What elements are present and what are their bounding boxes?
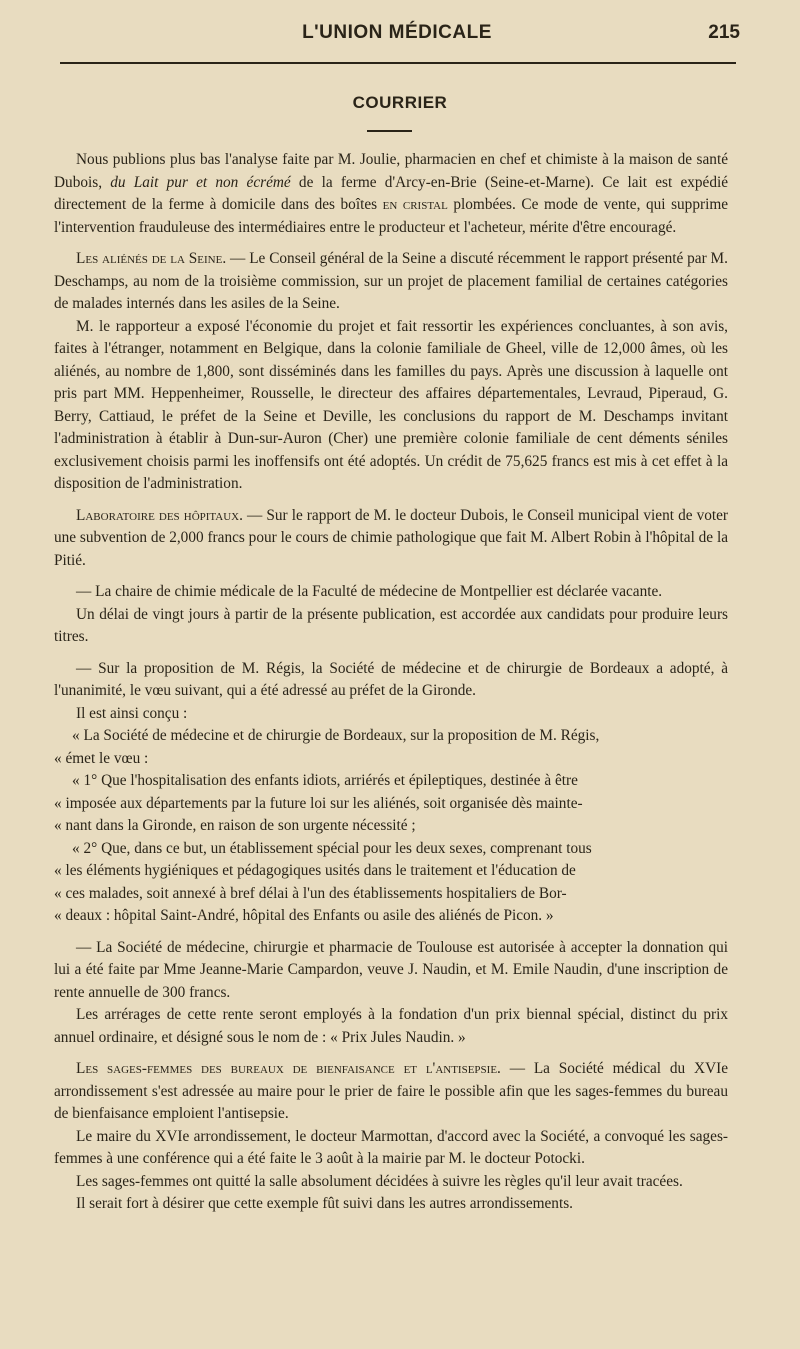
paragraph: M. le rapporteur a exposé l'économie du projet et fait ressortir les expériences concluantes, à son avis, faites à l'étranger, notamment en Belgique, dans la colonie familiale de Gheel, ville de 12,000 âmes, où les aliénés, au nombre de 1,800, sont disséminés dans les familles du pays. Après une discussion à laquelle ont pris part MM. Heppenheimer, Rousselle, le directeur des affaires départementales, Levraud, Piperaud, G. Berry, Cattiaud, le préfet de la Seine et Deville, les conclusions du rapport de M. Deschamps invitant l'administration à établir à Dun-sur-Auron (Cher) une première colonie familiale de cent déments séniles exclusivement choisis parmi les inoffensifs ont été adoptés. Un crédit de 75,625 francs est mis à cet effet à la disposition de l'administration.: [54, 317, 728, 492]
paragraph: — La Société de médecine, chirurgie et pharmacie de Toulouse est autorisée à accepter la donnation qui lui a été faite par Mme Jeanne-Marie Campardon, veuve J. Naudin, et M. Emile Naudin, d'une inscription de rente annuelle de 300 francs.: [54, 938, 728, 1001]
paragraph: Les arrérages de cette rente seront employés à la fondation d'un prix biennal spécial, distinct du prix annuel ordinaire, et désigné sous le nom de : « Prix Jules Naudin. »: [54, 1006, 728, 1046]
quote-line: « La Société de médecine et de chirurgie de Bordeaux, sur la proposition de M. Régis,: [72, 727, 600, 744]
rubric-heading: Laboratoire des hôpitaux.: [76, 506, 243, 524]
page-header: [54, 22, 740, 52]
quote-line: « deaux : hôpital Saint-André, hôpital des Enfants ou asile des aliénés de Picon. »: [54, 907, 554, 924]
paragraph: Le maire du XVIe arrondissement, le docteur Marmottan, d'accord avec la Société, a convoqué les sages-femmes à une conférence qui a été faite le 3 août à la mairie par M. le docteur Potocki.: [54, 1127, 728, 1167]
quote-line: « 1° Que l'hospitalisation des enfants idiots, arriérés et épileptiques, destinée à être: [72, 772, 578, 789]
page-number: 215: [708, 22, 740, 43]
paragraph: Laboratoire des hôpitaux. — Sur le rapport de M. le docteur Dubois, le Conseil municipal vient de voter une subvention de 2,000 francs pour le cours de chimie pathologique que fait M. Albert Robin à l'hôpital de la Pitié.: [54, 506, 729, 569]
paragraph: Nous publions plus bas l'analyse faite par M. Joulie, pharmacien en chef et chimiste à la maison de santé Dubois, du Lait pur et non écrémé de la ferme d'Arcy-en-Brie (Seine-et-Marne). Ce lait est expédié directement de la ferme à domicile dans des boîtes en cristal plombées. Ce mode de vente, qui supprime l'intervention frauduleuse des intermédiaires entre le producteur et l'acheteur, mérite d'être encouragé.: [54, 151, 729, 236]
paragraph: — Sur la proposition de M. Régis, la Société de médecine et de chirurgie de Bordeaux a adopté, à l'unanimité, le vœu suivant, qui a été adressé au préfet de la Gironde.: [54, 659, 728, 699]
section-title: COURRIER: [352, 93, 448, 112]
article-body: [54, 149, 728, 1216]
quote-line: « les éléments hygiéniques et pédagogiques usités dans le traitement et l'éducation de: [54, 862, 576, 879]
quote-line: « émet le vœu :: [54, 749, 149, 767]
paragraph: Il est ainsi conçu :: [76, 704, 188, 722]
paragraph: Les sages-femmes des bureaux de bienfaisance et l'antisepsie. — La Société médical du XVIe arrondissement s'est adressée au maire pour le prier de faire le possible afin que les sages-femmes du bureau de bienfaisance emploient l'antisepsie.: [54, 1060, 728, 1122]
quote-line: « imposée aux départements par la future loi sur les aliénés, soit organisée dès mainte-: [54, 794, 583, 812]
paragraph: Les aliénés de la Seine. — Le Conseil général de la Seine a discuté récemment le rapport présenté par M. Deschamps, au nom de la troisième commission, sur un projet de placement familial de certaines catégories de malades internés dans les asiles de la Seine.: [54, 250, 728, 312]
rubric-heading: Les sages-femmes des bureaux de bienfaisance et l'antisepsie.: [76, 1060, 501, 1077]
header-rule: [60, 62, 736, 64]
paragraph: Un délai de vingt jours à partir de la présente publication, est accordée aux candidats pour produire leurs titres.: [54, 605, 728, 645]
rubric-heading: Les aliénés de la Seine.: [76, 250, 227, 267]
title-rule: [367, 130, 412, 132]
running-title: L'UNION MÉDICALE: [302, 22, 492, 43]
quote-line: « 2° Que, dans ce but, un établissement spécial pour les deux sexes, comprenant tous: [72, 839, 592, 857]
paragraph: — La chaire de chimie médicale de la Faculté de médecine de Montpellier est déclarée vacante.: [76, 583, 663, 600]
quote-line: « nant dans la Gironde, en raison de son urgente nécessité ;: [54, 817, 416, 834]
paragraph: Il serait fort à désirer que cette exemple fût suivi dans les autres arrondissements.: [76, 1195, 573, 1212]
quote-line: « ces malades, soit annexé à bref délai à l'un des établissements hospitaliers de Bor-: [54, 884, 567, 902]
paragraph: Les sages-femmes ont quitté la salle absolument décidées à suivre les règles qu'il leur avait tracées.: [76, 1172, 683, 1190]
